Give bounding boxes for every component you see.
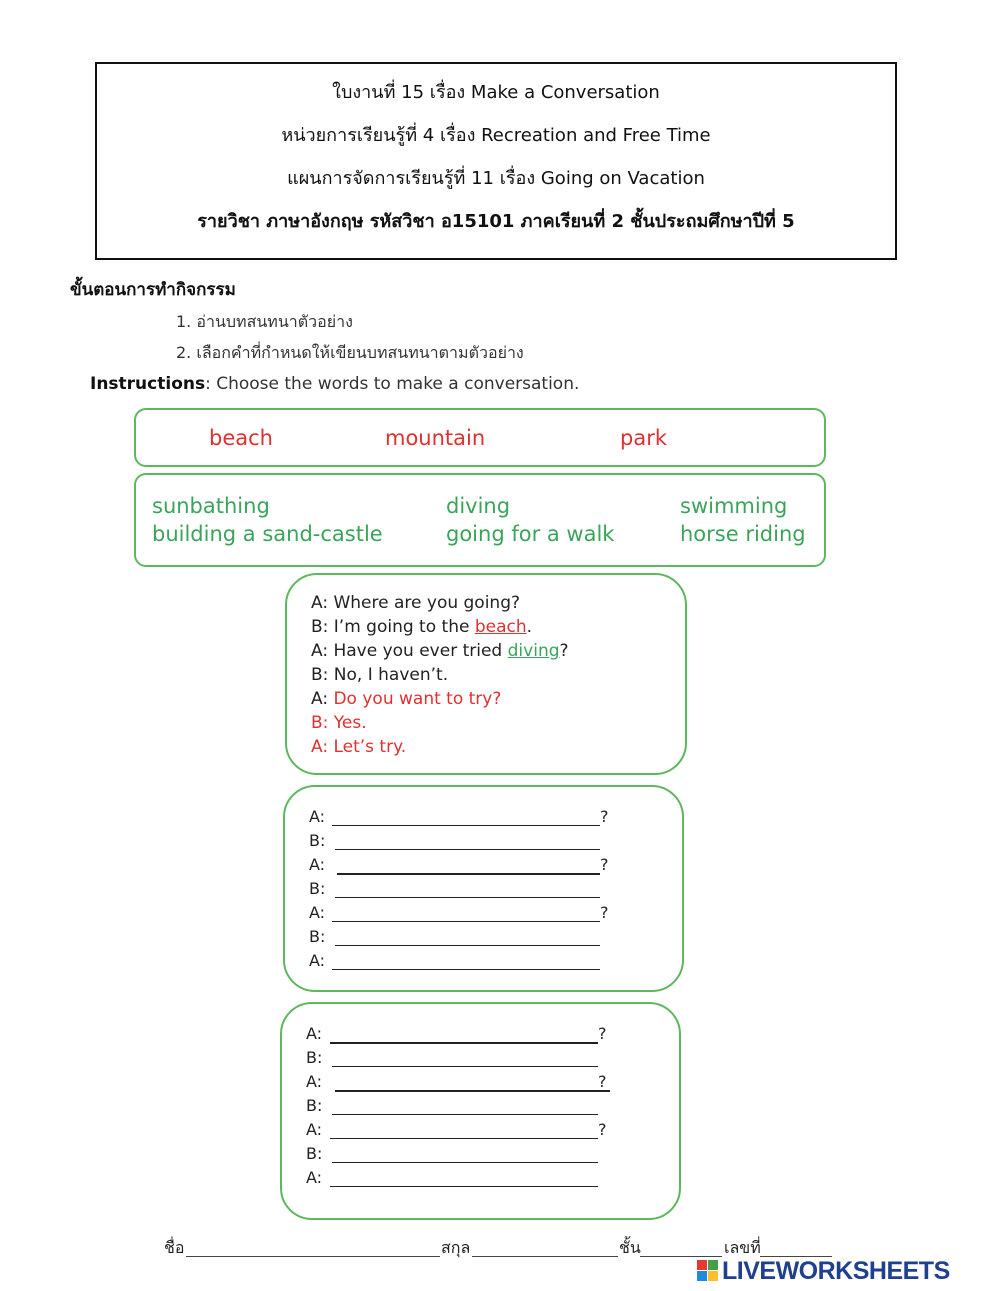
dialogue-line: A: Let’s try. bbox=[311, 737, 407, 757]
steps-title: ขั้นตอนการทำกิจกรรม bbox=[70, 280, 236, 300]
question-mark: ? bbox=[598, 1120, 607, 1139]
blank-dialogue-box-1 bbox=[283, 785, 684, 992]
course-info: รายวิชา ภาษาอังกฤษ รหัสวิชา อ15101 ภาคเรียนที่ 2 ชั้นประถมศึกษาปีที่ 5 bbox=[197, 211, 795, 232]
place-word: beach bbox=[209, 426, 273, 450]
name-label: ชื่อ bbox=[164, 1238, 185, 1257]
answer-blank[interactable] bbox=[332, 921, 600, 922]
activity-word-box bbox=[134, 473, 826, 567]
speaker-label: A: bbox=[306, 1072, 323, 1091]
speaker-label: B: bbox=[309, 831, 326, 850]
answer-blank[interactable] bbox=[335, 897, 600, 898]
question-mark: ? bbox=[600, 807, 609, 826]
number-label: เลขที่ bbox=[724, 1238, 761, 1257]
question-mark: ? bbox=[600, 855, 609, 874]
class-label: ชั้น bbox=[619, 1238, 641, 1257]
answer-blank[interactable] bbox=[335, 1090, 610, 1092]
instructions-text: : Choose the words to make a conversation. bbox=[205, 374, 580, 394]
instructions-label: Instructions bbox=[90, 374, 206, 394]
question-mark: ? bbox=[598, 1024, 607, 1043]
answer-blank[interactable] bbox=[332, 1162, 598, 1163]
question-mark: ? bbox=[600, 903, 609, 922]
dialogue-text: B: I’m going to the bbox=[311, 617, 475, 637]
dialogue-line: B: No, I haven’t. bbox=[311, 665, 449, 685]
example-dialogue-box bbox=[285, 573, 687, 775]
dialogue-line: B: Yes. bbox=[311, 713, 367, 733]
lesson-plan-title: แผนการจัดการเรียนรู้ที่ 11 เรื่อง Going on Vacation bbox=[287, 168, 705, 189]
speaker-label: B: bbox=[306, 1096, 323, 1115]
worksheet-title: ใบงานที่ 15 เรื่อง Make a Conversation bbox=[332, 82, 660, 103]
answer-blank[interactable] bbox=[337, 873, 600, 875]
activity-word: sunbathing bbox=[152, 494, 270, 518]
liveworksheets-cube-icon bbox=[697, 1260, 719, 1282]
answer-blank[interactable] bbox=[330, 1042, 598, 1044]
speaker-label: B: bbox=[309, 927, 326, 946]
speaker-label: A: bbox=[309, 903, 326, 922]
speaker-label: A: bbox=[306, 1168, 323, 1187]
place-word-box bbox=[134, 408, 826, 467]
dialogue-line bbox=[311, 689, 501, 709]
step-1: 1. อ่านบทสนทนาตัวอย่าง bbox=[176, 312, 353, 331]
speaker-label: B: bbox=[306, 1048, 323, 1067]
speaker-label: A: bbox=[309, 855, 326, 874]
activity-word: going for a walk bbox=[446, 522, 615, 546]
speaker-label: B: bbox=[306, 1144, 323, 1163]
example-activity-word: diving bbox=[507, 641, 560, 661]
activity-word: building a sand-castle bbox=[152, 522, 383, 546]
header-box bbox=[95, 62, 897, 260]
dialogue-text: . bbox=[526, 617, 533, 637]
place-word: park bbox=[620, 426, 667, 450]
answer-blank[interactable] bbox=[332, 825, 600, 826]
activity-word: swimming bbox=[680, 494, 788, 518]
liveworksheets-logo bbox=[697, 1257, 997, 1287]
speaker-label: A: bbox=[309, 807, 326, 826]
unit-title: หน่วยการเรียนรู้ที่ 4 เรื่อง Recreation and Free Time bbox=[281, 125, 711, 146]
dialogue-text: Do you want to try? bbox=[333, 689, 502, 709]
answer-blank[interactable] bbox=[335, 849, 600, 850]
name-field[interactable] bbox=[186, 1256, 440, 1257]
answer-blank[interactable] bbox=[330, 1138, 598, 1139]
dialogue-line: A: Where are you going? bbox=[311, 593, 521, 613]
speaker-label: A: bbox=[306, 1120, 323, 1139]
blank-dialogue-box-2 bbox=[280, 1002, 681, 1220]
answer-blank[interactable] bbox=[332, 1114, 598, 1115]
dialogue-text: A: Have you ever tried bbox=[311, 641, 508, 661]
activity-word: diving bbox=[446, 494, 511, 518]
example-place-word: beach bbox=[474, 617, 527, 637]
answer-blank[interactable] bbox=[332, 1066, 598, 1067]
answer-blank[interactable] bbox=[332, 969, 600, 970]
question-mark: ? bbox=[598, 1072, 607, 1091]
speaker-label: B: bbox=[309, 879, 326, 898]
dialogue-line bbox=[311, 641, 569, 661]
activity-word: horse riding bbox=[680, 522, 806, 546]
step-2: 2. เลือกคำที่กำหนดให้เขียนบทสนทนาตามตัวอย่าง bbox=[176, 343, 524, 362]
instructions bbox=[90, 374, 579, 394]
speaker-label: A: bbox=[309, 951, 326, 970]
dialogue-text: A: bbox=[311, 689, 334, 709]
place-word: mountain bbox=[385, 426, 486, 450]
logo-text: LIVEWORKSHEETS bbox=[722, 1257, 950, 1285]
dialogue-line bbox=[311, 617, 532, 637]
answer-blank[interactable] bbox=[330, 1186, 598, 1187]
answer-blank[interactable] bbox=[335, 945, 600, 946]
surname-label: สกุล bbox=[441, 1238, 471, 1257]
speaker-label: A: bbox=[306, 1024, 323, 1043]
dialogue-text: ? bbox=[559, 641, 569, 661]
surname-field[interactable] bbox=[472, 1256, 618, 1257]
